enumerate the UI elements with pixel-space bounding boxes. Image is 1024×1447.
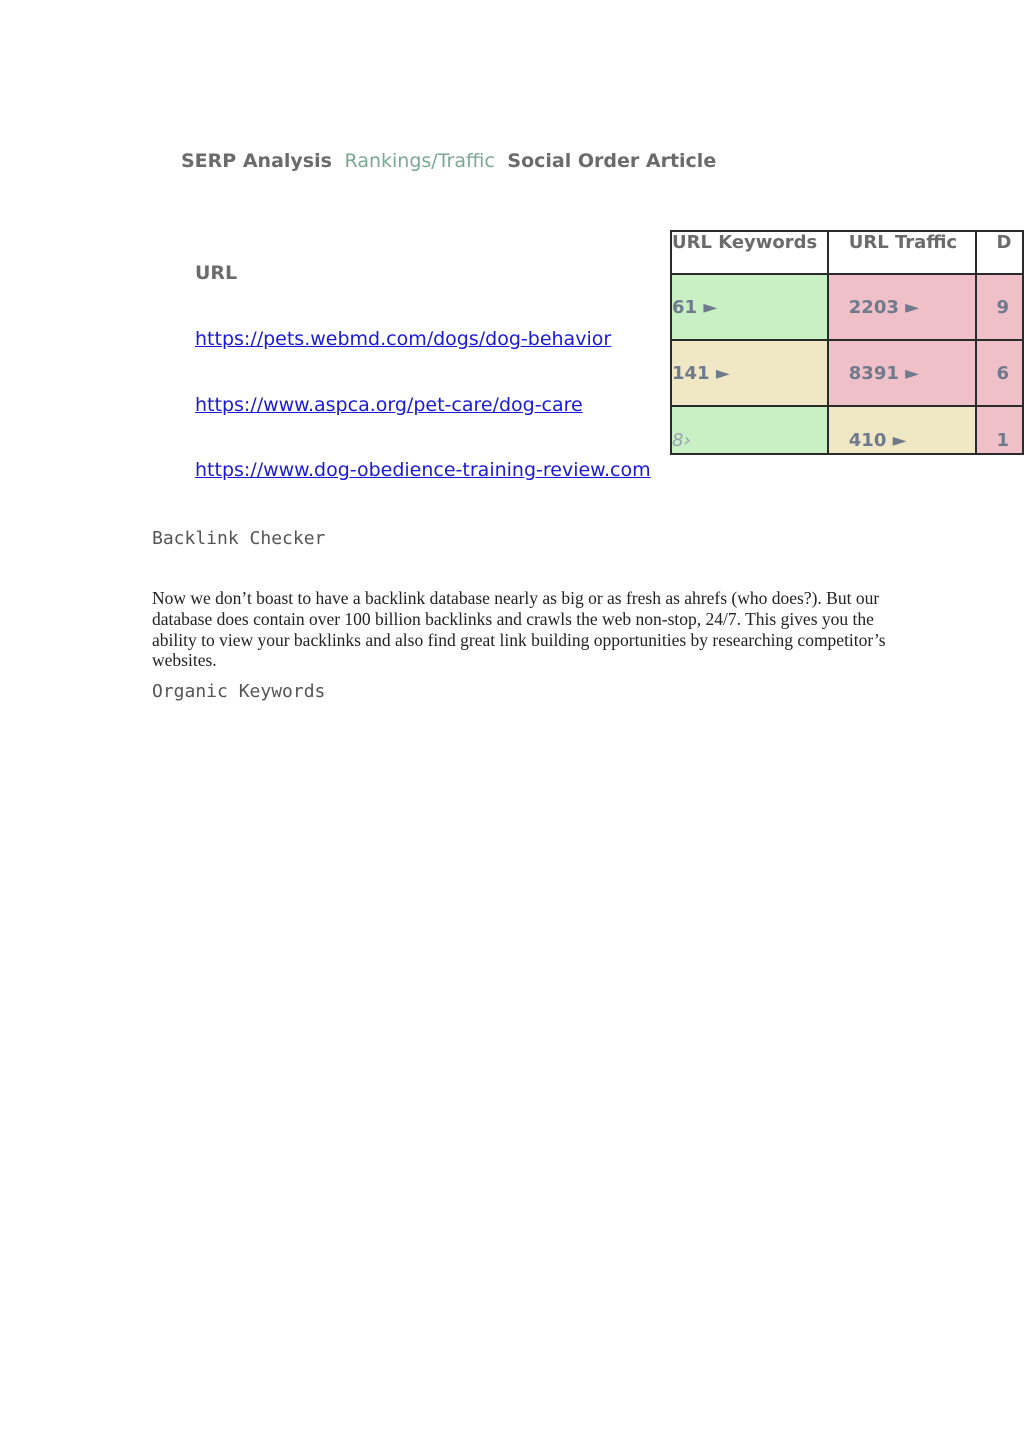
table-row	[671, 340, 1023, 406]
header-url-keywords: URL Keywords	[671, 231, 828, 274]
url-column-header: URL	[195, 262, 238, 284]
traffic-value[interactable]: 8391 ►	[848, 362, 919, 384]
third-cell	[976, 340, 1023, 406]
table-header-row	[671, 231, 1023, 274]
tab-serp-analysis[interactable]: SERP Analysis	[181, 150, 332, 172]
backlink-checker-heading: Backlink Checker	[152, 528, 326, 549]
tab-social-order-article[interactable]: Social Order Article	[507, 150, 717, 172]
url-link-dog-obedience[interactable]: https://www.dog-obedience-training-review.com	[195, 459, 651, 481]
traffic-cell	[828, 274, 976, 340]
third-value: 6	[996, 362, 1010, 384]
keywords-value[interactable]: 61 ►	[672, 296, 718, 318]
keywords-cell	[671, 274, 828, 340]
table-row	[671, 274, 1023, 340]
third-cell	[976, 406, 1023, 454]
report-tabs	[181, 150, 722, 172]
third-value: 9	[996, 296, 1010, 318]
traffic-value[interactable]: 2203 ►	[848, 296, 919, 318]
keywords-cell	[671, 406, 828, 454]
third-value: 1	[996, 430, 1010, 451]
url-link-webmd[interactable]: https://pets.webmd.com/dogs/dog-behavior	[195, 328, 612, 350]
table-row	[671, 406, 1023, 454]
keywords-value[interactable]: 8›	[672, 430, 691, 451]
metrics-table	[670, 230, 1024, 455]
traffic-value[interactable]: 410 ►	[848, 430, 907, 451]
keywords-cell	[671, 340, 828, 406]
third-cell	[976, 274, 1023, 340]
backlink-description: Now we don’t boast to have a backlink database nearly as big or as fresh as ahrefs (who does?). But our database does contain over 100 billion backlinks and crawls the web non-stop, 24/7. This gives you the ability to view your backlinks and also find great link building opportunities by researching competitor’s websites.	[152, 588, 886, 671]
header-url-traffic: URL Traffic	[828, 231, 976, 274]
url-link-aspca[interactable]: https://www.aspca.org/pet-care/dog-care	[195, 394, 583, 416]
header-third-column: D	[976, 231, 1023, 274]
organic-keywords-heading: Organic Keywords	[152, 681, 326, 702]
tab-rankings-traffic[interactable]: Rankings/Traffic	[344, 150, 495, 172]
traffic-cell	[828, 406, 976, 454]
traffic-cell	[828, 340, 976, 406]
keywords-value[interactable]: 141 ►	[672, 362, 730, 384]
